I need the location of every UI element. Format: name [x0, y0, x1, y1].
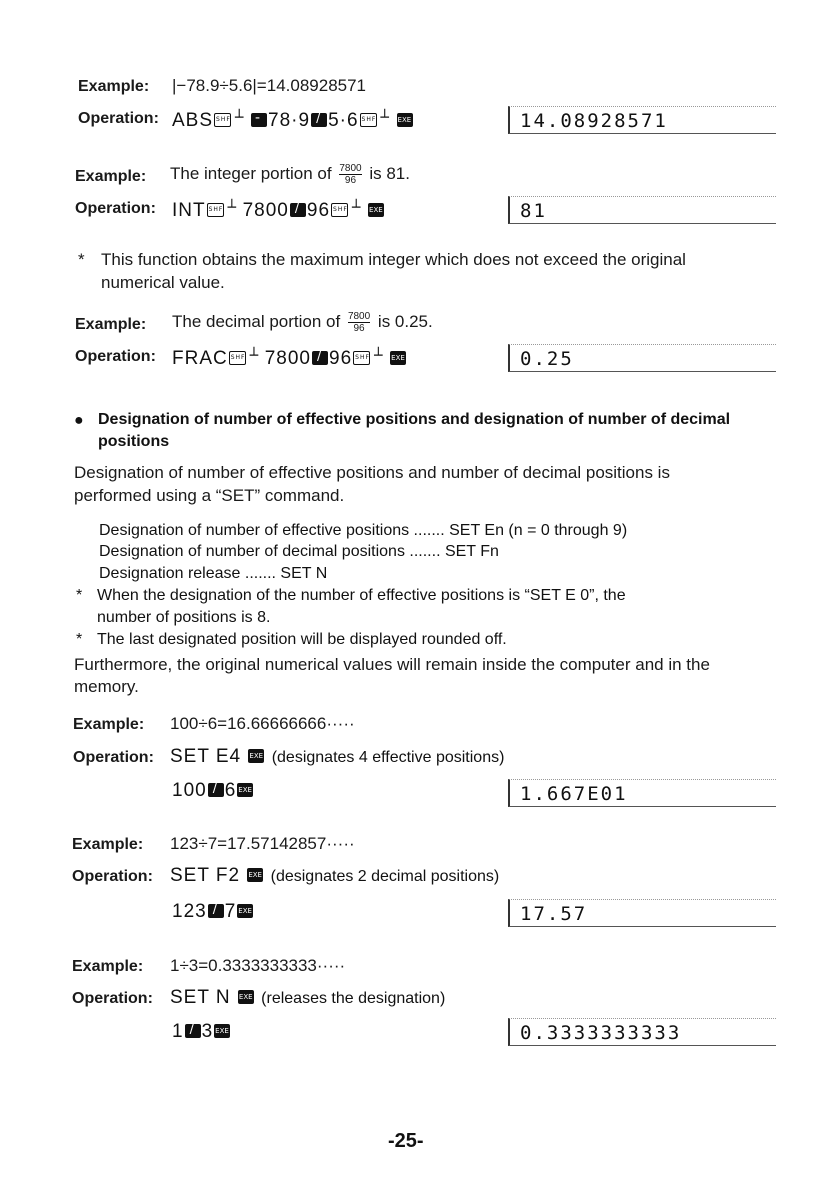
example-text: 1÷3=0.3333333333····· [170, 956, 346, 975]
exe-key-icon [397, 113, 413, 127]
divide-key-icon [312, 351, 328, 365]
operation-label: Operation: [73, 749, 154, 766]
example-label: Example: [72, 958, 144, 975]
operation-label: Operation: [72, 990, 153, 1007]
op-operand: 96 [329, 348, 353, 369]
minus-key-icon [251, 113, 267, 127]
example-post: is 81. [369, 163, 410, 183]
op-operand: 78·9 [268, 110, 311, 131]
answer-key-icon [233, 113, 249, 127]
exe-key-icon [368, 203, 384, 217]
op-operand: 100 [172, 780, 207, 801]
page-number: -25- [388, 1130, 424, 1152]
example-label: Example: [75, 168, 147, 185]
operation-label: Operation: [75, 348, 156, 365]
op-operand: 7800 [242, 200, 289, 221]
calculator-display: 1.667E01 [508, 779, 776, 807]
divide-key-icon [185, 1024, 201, 1038]
shift-key-icon [207, 203, 224, 217]
calculator-display: 14.08928571 [508, 106, 776, 134]
example-pre: The integer portion of [170, 163, 332, 183]
exe-key-icon [238, 990, 254, 1004]
note-text: When the designation of the number of effective positions is “SET E 0”, the [97, 587, 626, 604]
op-prefix: FRAC [172, 348, 228, 369]
paragraph: Designation of number of effective positions and number of decimal positions is [74, 463, 670, 482]
exe-key-icon [390, 351, 406, 365]
example-label: Example: [73, 716, 145, 733]
operation-keys [172, 348, 407, 370]
shift-key-icon [331, 203, 348, 217]
operation-keys [172, 780, 254, 802]
paragraph: performed using a “SET” command. [74, 486, 345, 505]
note-star: * [78, 250, 85, 269]
op-operand: 7 [224, 901, 237, 922]
op-operand: 6 [224, 780, 237, 801]
op-command: SET F2 [170, 865, 241, 886]
divide-key-icon [208, 904, 224, 918]
note-star: * [76, 631, 83, 648]
operation-keys [172, 901, 254, 923]
fraction-denominator: 96 [344, 175, 357, 186]
calculator-display: 0.25 [508, 344, 776, 372]
exe-key-icon [248, 749, 264, 763]
op-note: (designates 4 effective positions) [271, 749, 505, 766]
op-note: (releases the designation) [261, 990, 446, 1007]
shift-key-icon [360, 113, 377, 127]
exe-key-icon [237, 783, 253, 797]
op-command: SET E4 [170, 746, 242, 767]
fraction-denominator: 96 [353, 323, 365, 334]
operation-label: Operation: [75, 200, 156, 217]
op-operand: 96 [306, 200, 331, 221]
calculator-display: 0.3333333333 [508, 1018, 776, 1046]
example-label: Example: [72, 836, 144, 853]
calculator-display: 17.57 [508, 899, 776, 927]
exe-key-icon [247, 868, 263, 882]
divide-key-icon [290, 203, 306, 217]
operation-keys [172, 1021, 231, 1043]
fraction [339, 163, 361, 186]
fraction-numerator: 7800 [339, 163, 362, 174]
answer-key-icon [372, 351, 388, 365]
divide-key-icon [208, 783, 224, 797]
list-item: Designation release ....... SET N [99, 565, 328, 582]
list-item: Designation of number of effective positions ....... SET En (n = 0 through 9) [99, 522, 628, 539]
section-heading: positions [98, 433, 170, 450]
op-operand: 5·6 [328, 110, 359, 131]
answer-key-icon [226, 203, 242, 217]
section-bullet: ● [74, 412, 84, 429]
operation-label: Operation: [78, 110, 159, 127]
answer-key-icon [248, 351, 264, 365]
section-heading: Designation of number of effective positions and designation of number of decimal [98, 411, 731, 428]
example-label: Example: [75, 316, 147, 333]
op-operand: 1 [172, 1021, 184, 1042]
shift-key-icon [214, 113, 231, 127]
example-label: Example: [78, 78, 150, 95]
op-prefix: ABS [172, 110, 214, 131]
example-text: 100÷6=16.66666666····· [170, 714, 355, 733]
shift-key-icon [353, 351, 370, 365]
answer-key-icon [350, 203, 366, 217]
calculator-display: 81 [508, 196, 776, 224]
fraction-numerator: 7800 [347, 311, 371, 322]
exe-key-icon [237, 904, 253, 918]
op-operand: 7800 [264, 348, 312, 369]
operation-keys [170, 746, 504, 768]
note-text: The last designated position will be displayed rounded off. [97, 631, 507, 648]
note-text: number of positions is 8. [97, 609, 271, 626]
example-text [172, 311, 433, 334]
example-post: is 0.25. [377, 311, 433, 331]
op-operand: 123 [172, 901, 207, 922]
example-pre: The decimal portion of [172, 311, 341, 331]
op-operand: 3 [201, 1021, 214, 1042]
note-text: numerical value. [101, 273, 225, 292]
divide-key-icon [311, 113, 327, 127]
answer-key-icon [379, 113, 395, 127]
operation-keys [172, 200, 385, 222]
operation-keys [170, 865, 499, 887]
paragraph: Furthermore, the original numerical values will remain inside the computer and in the [74, 655, 710, 674]
op-note: (designates 2 decimal positions) [270, 868, 500, 885]
list-item: Designation of number of decimal positions ....... SET Fn [99, 543, 499, 560]
note-text: This function obtains the maximum integer which does not exceed the original [101, 250, 686, 269]
paragraph: memory. [74, 677, 139, 696]
example-text [170, 163, 410, 186]
operation-keys [170, 987, 445, 1009]
operation-keys [172, 110, 414, 132]
shift-key-icon [229, 351, 246, 365]
op-prefix: INT [172, 200, 206, 221]
example-text: 123÷7=17.57142857····· [170, 834, 355, 853]
example-text: |−78.9÷5.6|=14.08928571 [172, 76, 367, 95]
operation-label: Operation: [72, 868, 153, 885]
exe-key-icon [214, 1024, 230, 1038]
note-star: * [76, 587, 83, 604]
fraction [348, 311, 370, 334]
op-command: SET N [170, 987, 231, 1008]
